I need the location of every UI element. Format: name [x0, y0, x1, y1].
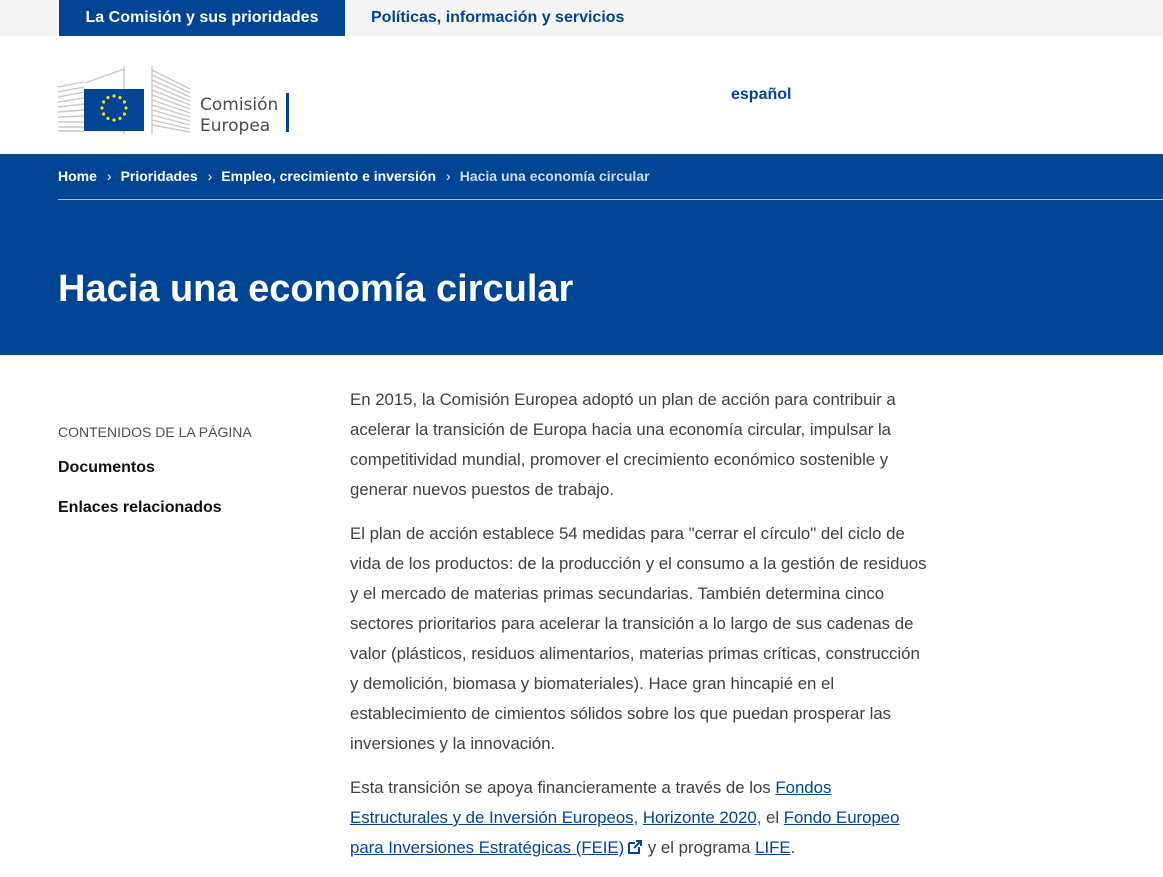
logo-line2: Europea [200, 116, 271, 136]
paragraph-action-plan: El plan de acción establece 54 medidas para "cerrar el círculo" del ciclo de vida de los productos: de la producción y el consumo a la gestión de residuos y el mercado de materias primas secundarias. También determina cinco sectores prioritarios para acelerar la transición a lo largo de sus cadenas de valor (plásticos, residuos alimentarios, materias primas críticas, construcción y demolición, biomasa y biomateriales). Hace gran hincapié en el establecimiento de cimientos sólidos sobre los que puedan prosperar las inversiones y la innovación. [350, 524, 927, 753]
breadcrumb-empleo[interactable]: Empleo, crecimiento e inversión [221, 168, 437, 184]
top-navigation [0, 0, 1163, 36]
link-feie[interactable]: Fondo Europeo para Inversiones Estratégicas (FEIE) [350, 808, 900, 857]
sidebar-link-documentos[interactable]: Documentos [58, 459, 155, 476]
link-horizonte-2020[interactable]: Horizonte 2020 [642, 808, 757, 827]
funding-text-3: , el [756, 808, 784, 827]
commission-building-icon [58, 65, 198, 135]
funding-text-2: , [633, 808, 643, 827]
link-life[interactable]: LIFE [755, 838, 791, 857]
breadcrumb-current: Hacia una economía circular [459, 168, 650, 184]
tab-commission-priorities[interactable] [59, 0, 345, 36]
funding-text-5: . [790, 838, 796, 857]
page-contents-label: CONTENIDOS DE LA PÁGINA [58, 424, 252, 440]
tab-label: Políticas, información y servicios [371, 9, 625, 26]
funding-text-1: Esta transición se apoya financieramente a través de los [350, 778, 776, 797]
chevron-right-icon: › [446, 168, 451, 184]
site-header [0, 36, 1163, 154]
link-fondos-estructurales[interactable]: Fondos Estructurales y de Inversión Europeos [350, 778, 832, 827]
chevron-right-icon: › [207, 168, 213, 184]
logo-wordmark [200, 95, 278, 137]
tab-label: La Comisión y sus prioridades [85, 9, 319, 26]
page-title: Hacia una economía circular [58, 268, 574, 310]
funding-text-4: y el programa [643, 838, 756, 857]
breadcrumb-home[interactable]: Home [58, 168, 97, 184]
breadcrumb-divider [58, 199, 1163, 200]
sidebar-link-enlaces-relacionados[interactable]: Enlaces relacionados [58, 499, 222, 516]
logo-line1: Comisión [200, 95, 279, 115]
page-header [0, 154, 1163, 355]
european-commission-logo[interactable] [58, 65, 298, 135]
language-selector[interactable]: español [731, 86, 792, 103]
paragraph-funding [350, 773, 930, 863]
main-content [350, 385, 930, 877]
logo-divider [286, 93, 289, 132]
breadcrumb-prioridades[interactable]: Prioridades [120, 168, 198, 184]
breadcrumb [58, 168, 650, 184]
paragraph-intro: En 2015, la Comisión Europea adoptó un plan de acción para contribuir a acelerar la transición de Europa hacia una economía circular, impulsar la competitividad mundial, promover el crecimiento económico sostenible y generar nuevos puestos de trabajo. [350, 390, 896, 499]
external-link-icon [627, 839, 643, 855]
chevron-right-icon: › [106, 168, 112, 184]
tab-policies-information-services[interactable] [371, 0, 624, 36]
